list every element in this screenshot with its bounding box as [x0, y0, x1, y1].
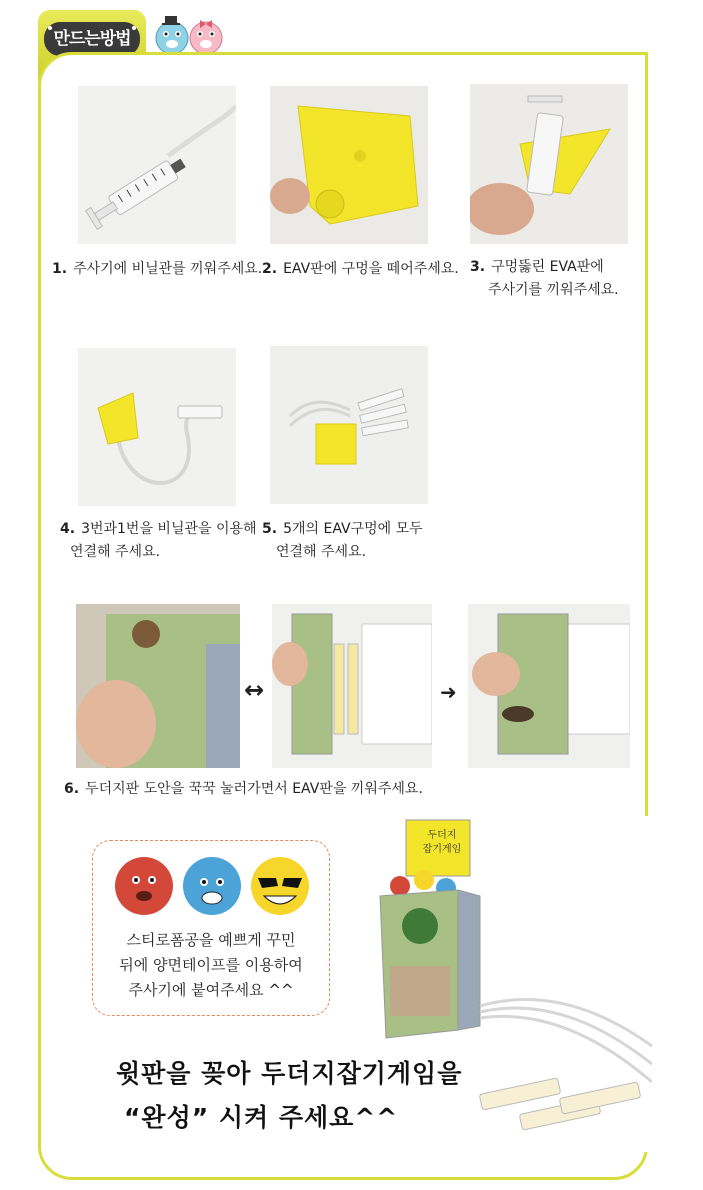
step-2-text: EAV판에 구멍을 떼어주세요.: [283, 261, 459, 277]
double-arrow-icon: ↔: [244, 676, 265, 704]
step-6-text: 두더지판 도안을 꾹꾹 눌러가면서 EAV판을 끼워주세요.: [85, 781, 423, 797]
step-4-caption: [60, 518, 257, 564]
syringe-in-eva-image: [470, 84, 628, 244]
header-title: [44, 22, 140, 56]
step-6-photo-a: [76, 604, 240, 768]
step-5-text-line1: 5개의 EAV구멍에 모두: [283, 521, 423, 537]
final-message-line2: “완성” 시켜 주세요^^: [124, 1103, 399, 1132]
step-4-text-line1: 3번과1번을 비닐관을 이용해: [81, 521, 257, 537]
step-5-photo: [270, 346, 428, 504]
header-dot: [132, 26, 136, 30]
step-1-caption: [52, 258, 262, 281]
step-4-number: 4.: [60, 521, 76, 537]
balls-note-line2: 뒤에 양면테이프를 이용하여: [119, 956, 303, 974]
final-message-line1: 윗판을 꽂아 두더지잡기게임을: [116, 1059, 463, 1088]
board-assembled-image: [468, 604, 630, 768]
pink-mascot-icon: [190, 20, 222, 54]
header-title-text: 만드는방법: [53, 29, 131, 49]
step-1-number: 1.: [52, 261, 68, 277]
step-2-caption: [262, 258, 459, 281]
blue-ball-icon: [183, 857, 241, 915]
balls-note-text: [92, 928, 330, 1003]
step-6-caption: [64, 778, 423, 801]
step-1-photo: [78, 86, 236, 244]
step-2-number: 2.: [262, 261, 278, 277]
step-6-number: 6.: [64, 781, 80, 797]
balls-note-line3: 주사기에 붙여주세요 ^^: [128, 981, 294, 999]
syringes-behind-board-image: [272, 604, 432, 768]
mole-game-box-image: [370, 816, 652, 1152]
step-4-photo: [78, 348, 236, 506]
game-box-label-line1: 두더지: [427, 830, 457, 841]
balls-note-line1: 스티로폼공을 예쁘게 꾸민: [126, 931, 296, 949]
step-4-text-line2: 연결해 주세요.: [70, 544, 161, 560]
eva-tube-connection-image: [78, 348, 236, 506]
mascot-icons: [150, 8, 230, 58]
right-arrow-icon: ➜: [440, 680, 457, 704]
yellow-ball-icon: [251, 857, 309, 915]
decorated-balls-image: [112, 856, 312, 918]
step-3-text-line1: 구멍뚫린 EVA판에: [491, 259, 604, 275]
game-box-label-line2: 잡기게임: [422, 844, 462, 855]
step-5-text-line2: 연결해 주세요.: [276, 544, 367, 560]
step-1-text: 주사기에 비닐관를 끼워주세요.: [73, 261, 263, 277]
step-3-photo: [470, 84, 628, 244]
five-syringes-image: [270, 346, 428, 504]
step-3-number: 3.: [470, 259, 486, 275]
mole-board-press-image: [76, 604, 240, 768]
step-5-number: 5.: [262, 521, 278, 537]
step-5-caption: [262, 518, 423, 564]
step-6-photo-b: [272, 604, 432, 768]
step-6-photo-c: [468, 604, 630, 768]
syringe-tube-image: [78, 86, 236, 244]
header-dot: [48, 26, 52, 30]
step-3-caption: [470, 256, 619, 302]
eva-board-image: [270, 86, 428, 244]
red-ball-icon: [115, 857, 173, 915]
step-3-text-line2: 주사기를 끼워주세요.: [488, 282, 619, 298]
finished-game-photo: [370, 816, 652, 1152]
blue-mascot-icon: [156, 16, 188, 54]
step-2-photo: [270, 86, 428, 244]
